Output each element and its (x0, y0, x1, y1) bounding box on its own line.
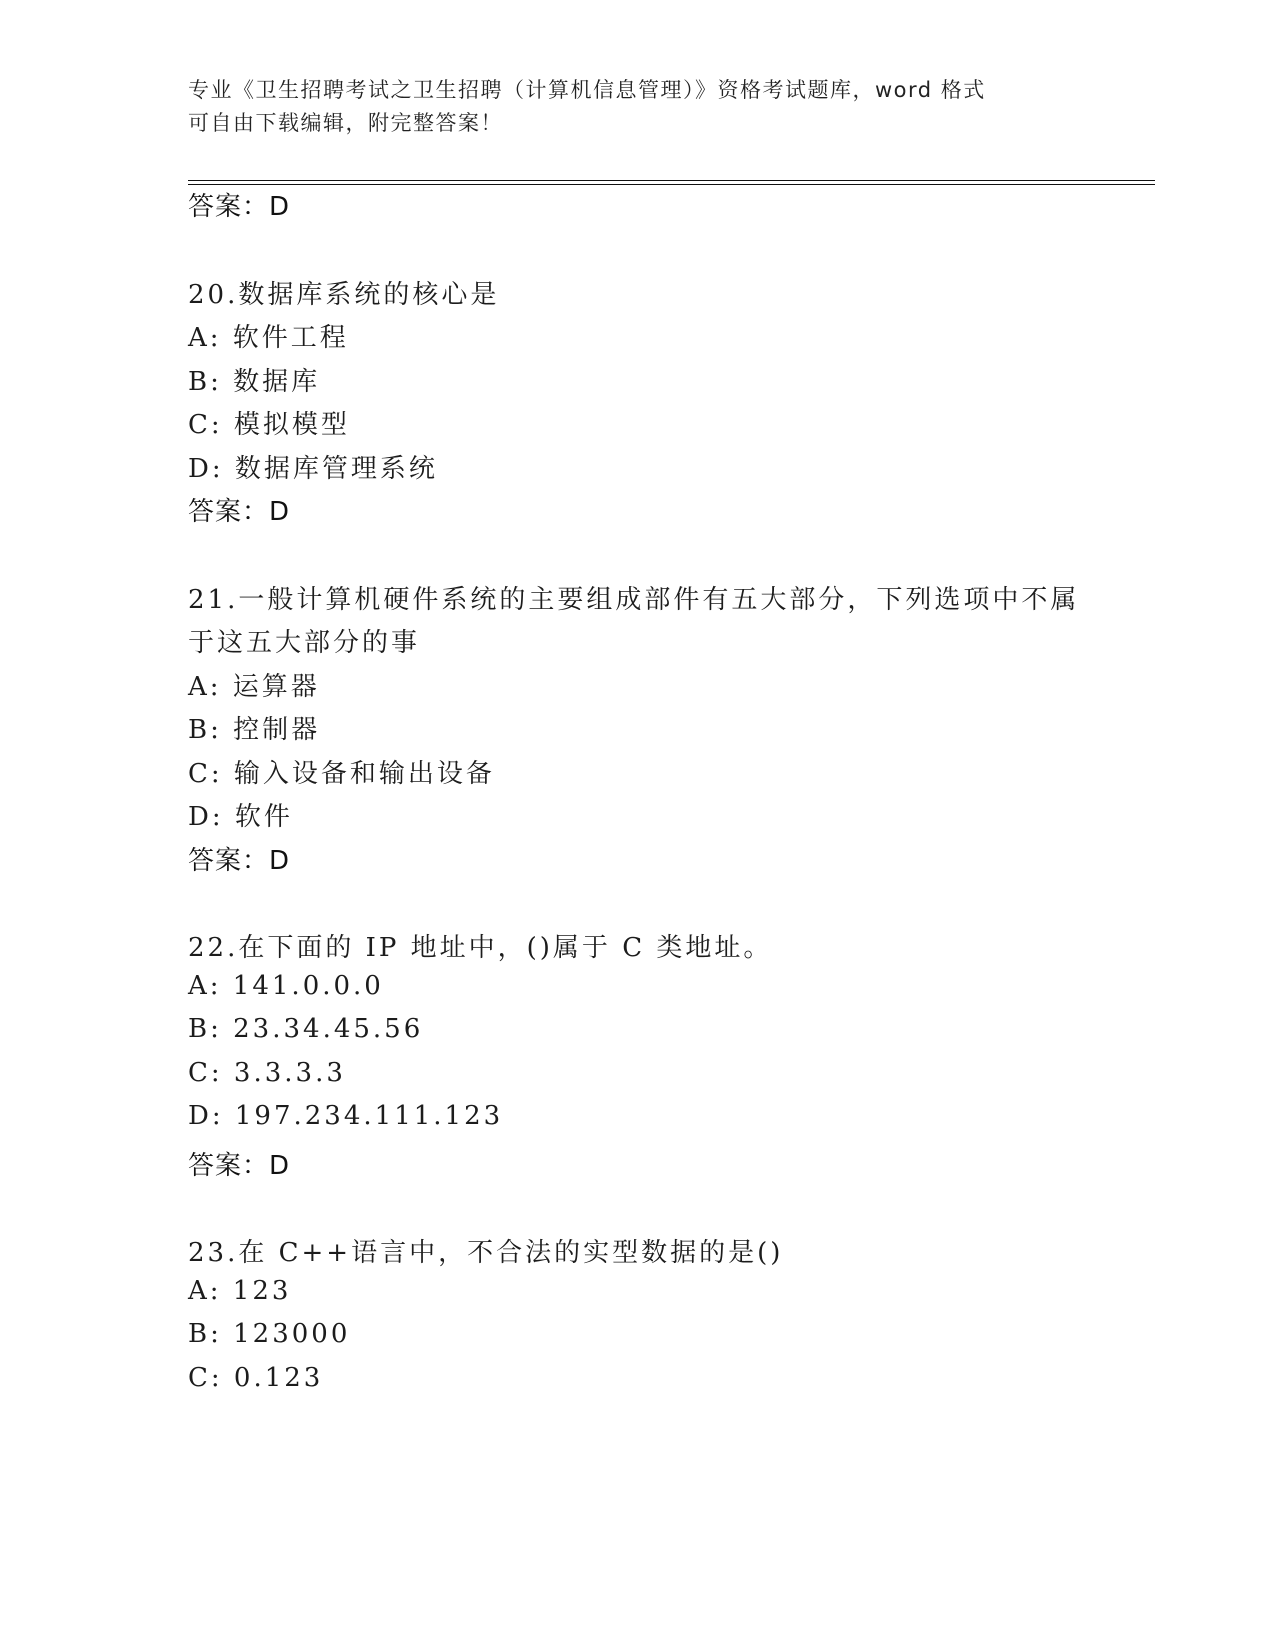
option-d: D: 软件 (188, 802, 293, 832)
header-divider-top (188, 180, 1155, 181)
question-text: 22.在下面的 IP 地址中，()属于 C 类地址。 (188, 933, 773, 963)
question-text: 20.数据库系统的核心是 (188, 280, 500, 310)
document-header (188, 74, 1088, 140)
option-c: C: 0.123 (188, 1363, 324, 1393)
answer-line: 答案：D (188, 1151, 291, 1181)
option-b: B: 数据库 (188, 367, 321, 397)
option-b: B: 控制器 (188, 715, 321, 745)
option-a: A: 运算器 (188, 672, 320, 702)
option-d: D: 数据库管理系统 (188, 454, 438, 484)
answer-line: 答案：D (188, 497, 291, 527)
header-divider-bottom (188, 184, 1155, 185)
answer-line: 答案：D (188, 846, 291, 876)
option-c: C: 输入设备和输出设备 (188, 759, 495, 789)
answer-line: 答案：D (188, 192, 291, 222)
option-c: C: 模拟模型 (188, 410, 350, 440)
option-b: B: 123000 (188, 1319, 351, 1349)
question-text-continued: 于这五大部分的事 (188, 628, 421, 658)
header-title-line-1: 专业《卫生招聘考试之卫生招聘（计算机信息管理）》资格考试题库，word 格式 (188, 78, 986, 102)
header-title-line-2: 可自由下载编辑，附完整答案！ (188, 111, 503, 135)
question-text: 21.一般计算机硬件系统的主要组成部件有五大部分，下列选项中不属 (188, 585, 1080, 615)
option-a: A: 141.0.0.0 (188, 971, 384, 1001)
question-text: 23.在 C++语言中，不合法的实型数据的是() (188, 1238, 784, 1268)
option-a: A: 软件工程 (188, 323, 349, 353)
option-a: A: 123 (188, 1276, 292, 1306)
option-b: B: 23.34.45.56 (188, 1014, 424, 1044)
option-c: C: 3.3.3.3 (188, 1058, 346, 1088)
option-d: D: 197.234.111.123 (188, 1101, 504, 1131)
